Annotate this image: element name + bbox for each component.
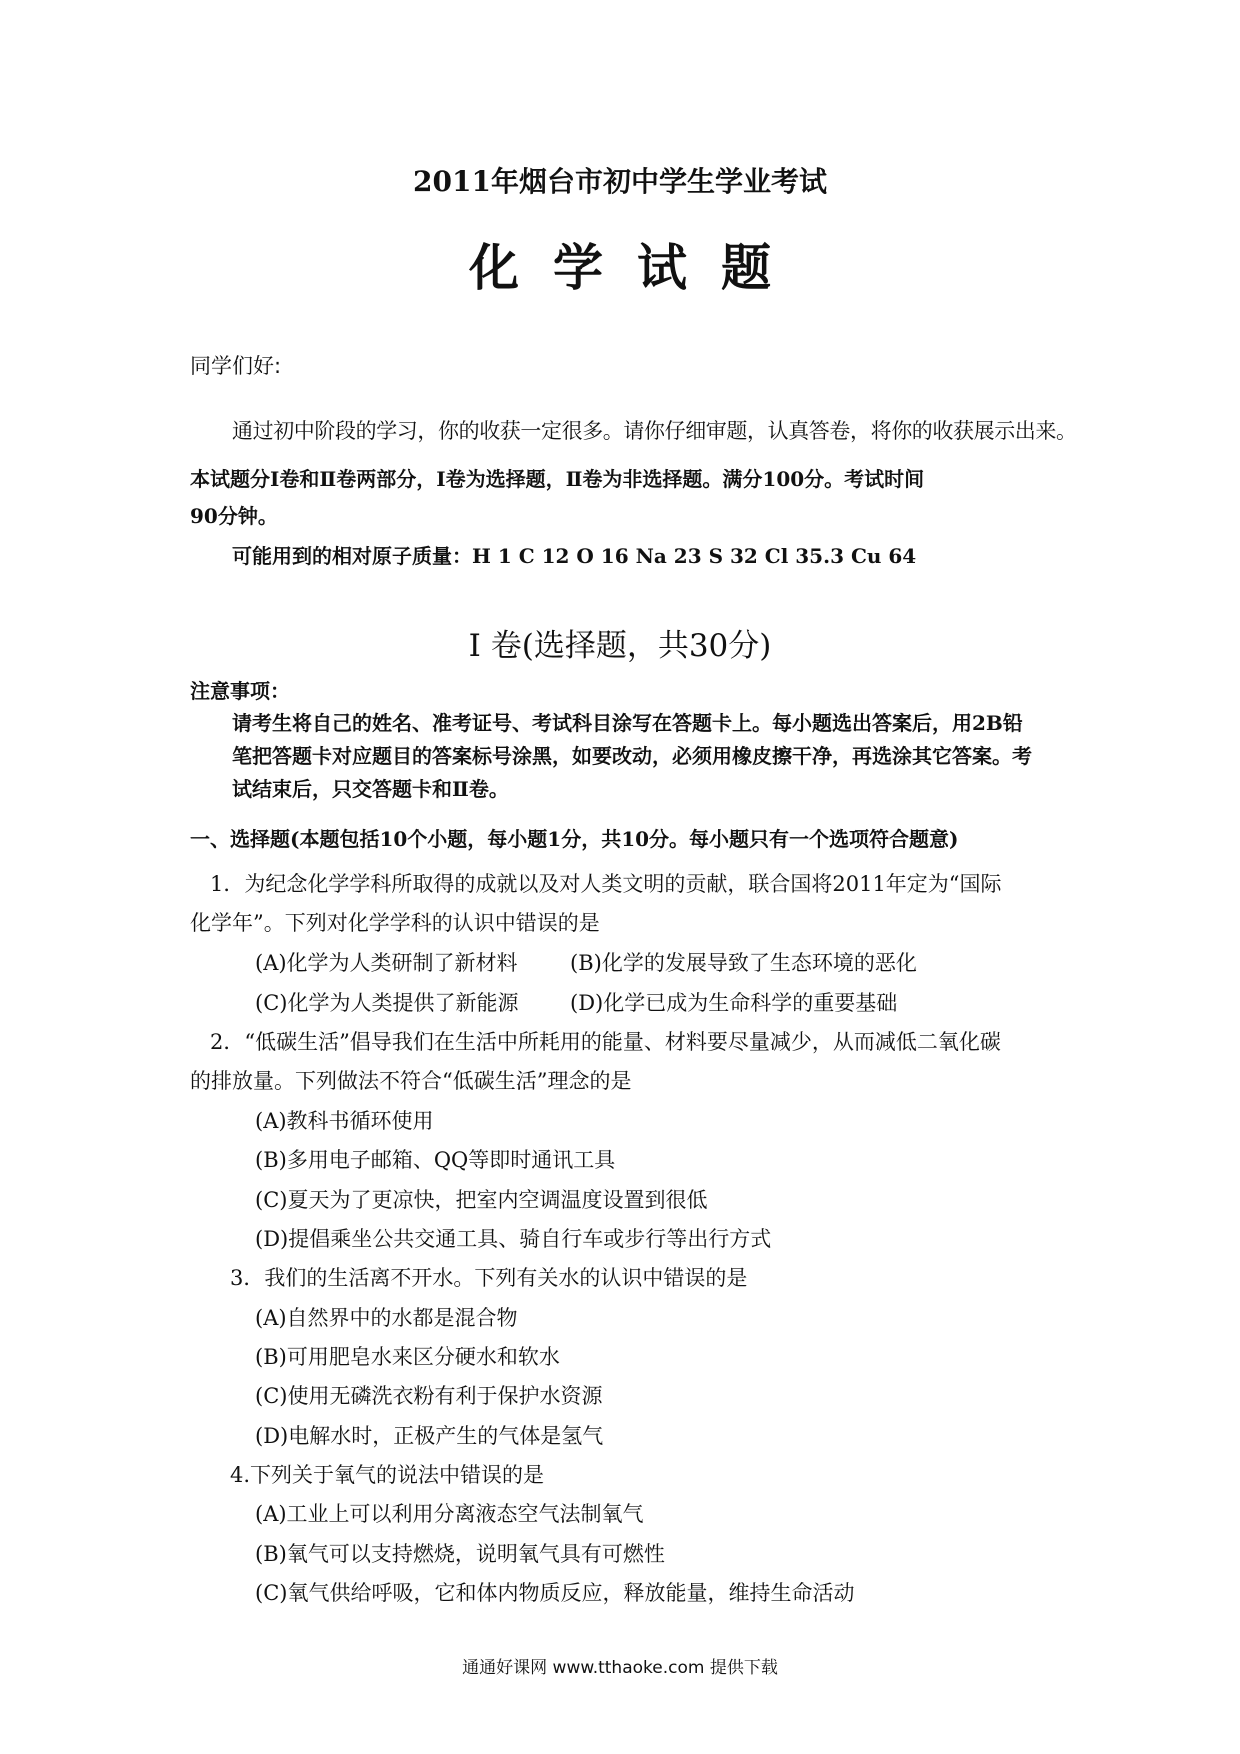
question-1-option-a: (A)化学为人类研制了新材料 [255,951,518,975]
question-4-stem: 4.下列关于氧气的说法中错误的是 [230,1463,545,1487]
notes-line-1: 请考生将自己的姓名、准考证号、考试科目涂写在答题卡上。每小题选出答案后，用2B铅 [232,711,1023,735]
question-2-option-d: (D)提倡乘坐公共交通工具、骑自行车或步行等出行方式 [255,1227,772,1251]
question-2-stem-1: 2．“低碳生活”倡导我们在生活中所耗用的能量、材料要尽量减少，从而减低二氧化碳 [210,1030,1001,1054]
question-4-option-b: (B)氧气可以支持燃烧，说明氧气具有可燃性 [255,1542,665,1566]
notes-line-2: 笔把答题卡对应题目的答案标号涂黑，如要改动，必须用橡皮擦干净，再选涂其它答案。考 [232,744,1032,768]
part-heading: 一、选择题(本题包括10个小题，每小题1分，共10分。每小题只有一个选项符合题意) [190,827,959,851]
question-3-option-b: (B)可用肥皂水来区分硬水和软水 [255,1345,560,1369]
question-2-option-b: (B)多用电子邮箱、QQ等即时通讯工具 [255,1148,616,1172]
question-2-option-a: (A)教科书循环使用 [255,1109,434,1133]
question-1-stem-2: 化学年”。下列对化学学科的认识中错误的是 [190,911,600,935]
question-1-stem-1: 1．为纪念化学学科所取得的成就以及对人类文明的贡献，联合国将2011年定为“国际 [210,872,1002,896]
question-2-option-c: (C)夏天为了更凉快，把室内空调温度设置到很低 [255,1188,708,1212]
question-3-option-a: (A)自然界中的水都是混合物 [255,1306,518,1330]
intro-message: 通过初中阶段的学习，你的收获一定很多。请你仔细审题，认真答卷，将你的收获展示出来。 [232,419,1077,443]
question-1-option-d: (D)化学已成为生命科学的重要基础 [570,991,898,1015]
notes-heading: 注意事项： [190,679,290,703]
exam-title: 2011年烟台市初中学生学业考试 [413,165,827,198]
question-4-option-c: (C)氧气供给呼吸，它和体内物质反应，释放能量，维持生命活动 [255,1581,855,1605]
question-2-stem-2: 的排放量。下列做法不符合“低碳生活”理念的是 [190,1069,632,1093]
greeting: 同学们好: [190,354,282,378]
atomic-masses: 可能用到的相对原子质量：H 1 C 12 O 16 Na 23 S 32 Cl 35.3 Cu 64 [232,544,917,568]
footer-text: 通通好课网 www.tthaoke.com 提供下载 [462,1658,778,1678]
notes-line-3: 试结束后，只交答题卡和Ⅱ卷。 [232,777,509,801]
subject-title: 化学试题 [469,238,805,297]
question-3-stem: 3．我们的生活离不开水。下列有关水的认识中错误的是 [230,1266,748,1290]
section-title: Ⅰ 卷(选择题，共30分) [468,628,772,664]
exam-info-line-2: 90分钟。 [190,504,278,528]
exam-info-line-1: 本试题分Ⅰ卷和Ⅱ卷两部分，Ⅰ卷为选择题，Ⅱ卷为非选择题。满分100分。考试时间 [190,467,925,491]
question-3-option-d: (D)电解水时，正极产生的气体是氢气 [255,1424,604,1448]
question-1-option-c: (C)化学为人类提供了新能源 [255,991,519,1015]
question-3-option-c: (C)使用无磷洗衣粉有利于保护水资源 [255,1384,603,1408]
question-1-option-b: (B)化学的发展导致了生态环境的恶化 [570,951,917,975]
question-4-option-a: (A)工业上可以利用分离液态空气法制氧气 [255,1502,644,1526]
